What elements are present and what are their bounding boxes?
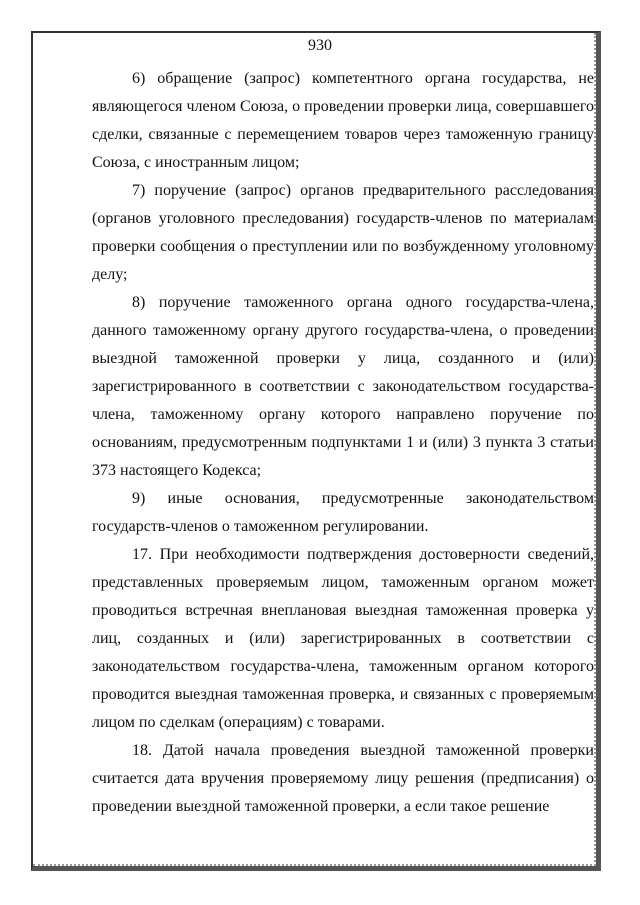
paragraph-item-9: 9) иные основания, предусмотренные законодательством государств-членов о таможенном регулировании. xyxy=(92,490,594,535)
page-number: 930 xyxy=(308,37,332,54)
paragraph-clause-17: 17. При необходимости подтверждения достоверности сведений, представленных проверяемым лицом, таможенным органом может проводиться встречная внеплановая выездная таможенная проверка у лиц, созданных и (или) зарегистрированных в соответствии с законодательством государства-члена, таможенным органом которого проводится выездная таможенная проверка, и связанных с проверяемым лицом по сделкам (операциям) с товарами. xyxy=(92,546,594,731)
paragraph-clause-18: 18. Датой начала проведения выездной таможенной проверки считается дата вручения проверяемому лицу решения (предписания) о проведении выездной таможенной проверки, а если такое решение xyxy=(92,742,594,815)
paragraph-item-6: 6) обращение (запрос) компетентного органа государства, не являющегося членом Союза, о проведении проверки лица, совершавшего сделки, связанные с перемещением товаров через таможенную границу Союза, с иностранным лицом; xyxy=(92,70,594,171)
document-body xyxy=(92,65,594,821)
paragraph-item-7: 7) поручение (запрос) органов предварительного расследования (органов уголовного преследования) государств-членов по материалам проверки сообщения о преступлении или по возбужденному уголовному делу; xyxy=(92,182,594,283)
paragraph-item-8: 8) поручение таможенного органа одного государства-члена, данного таможенному органу другого государства-члена, о проведении выездной таможенной проверки у лица, созданного и (или) зарегистрированного в соответствии с законодательством государства-члена, таможенному органу которого направлено поручение по основаниям, предусмотренным подпунктами 1 и (или) 3 пункта 3 статьи 373 настоящего Кодекса; xyxy=(92,294,594,479)
